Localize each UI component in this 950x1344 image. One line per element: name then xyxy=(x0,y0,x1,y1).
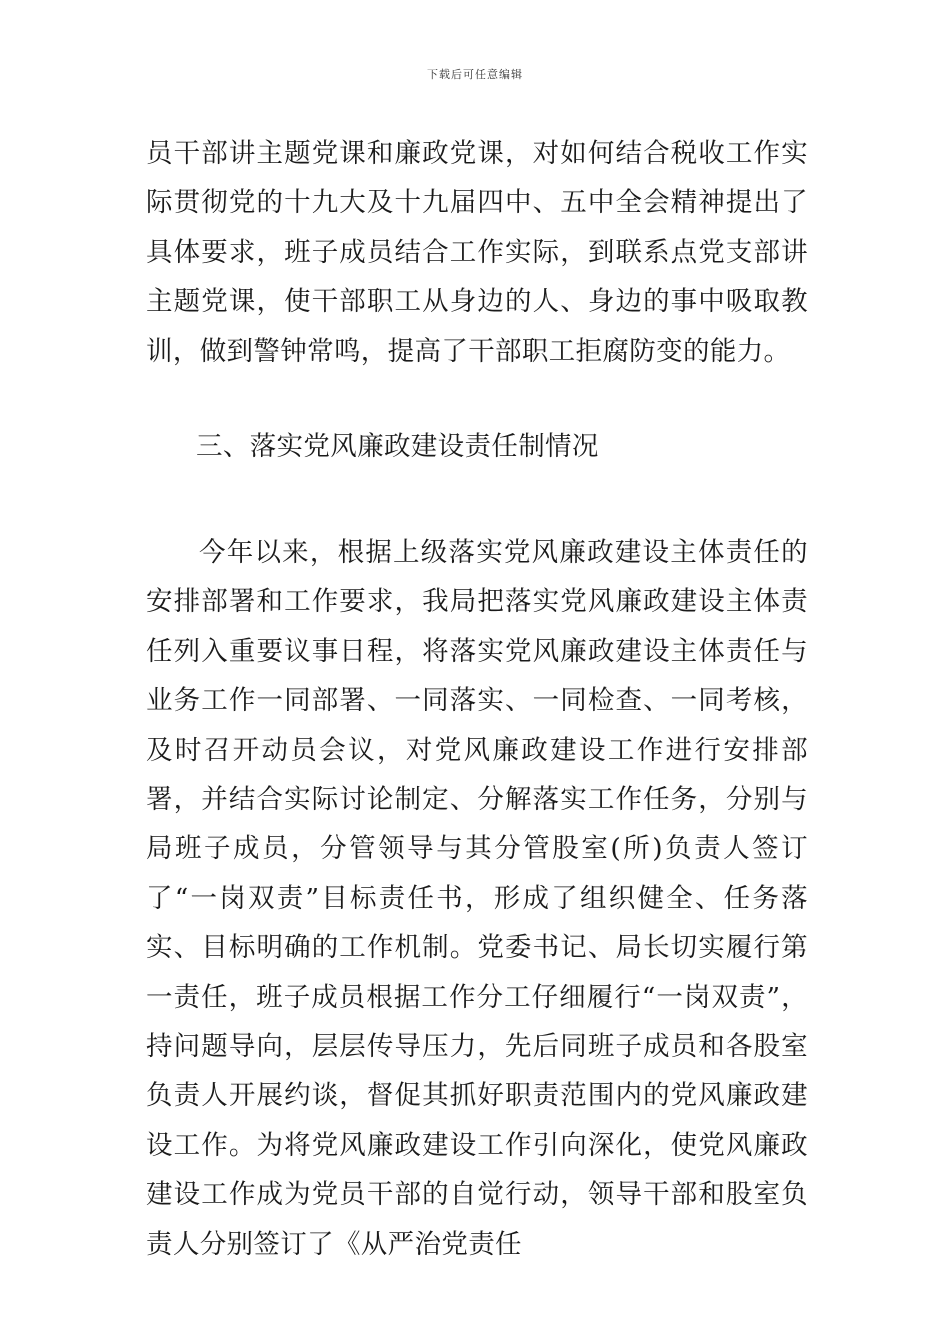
section-heading: 三、落实党风廉政建设责任制情况 xyxy=(196,431,599,462)
paragraph-continued: 员干部讲主题党课和廉政党课，对如何结合税收工作实际贯彻党的十九大及十九届四中、五中全会精神提出了具体要求，班子成员结合工作实际，到联系点党支部讲主题党课，使干部职工从身边的人、身边的事中吸取教训，做到警钟常鸣，提高了干部职工拒腐防变的能力。 xyxy=(146,138,808,367)
page-header-note: 下载后可任意编辑 xyxy=(427,68,523,81)
paragraph-main: 今年以来，根据上级落实党风廉政建设主体责任的安排部署和工作要求，我局把落实党风廉政建设主体责任列入重要议事日程，将落实党风廉政建设主体责任与业务工作一同部署、一同落实、一同检查、一同考核，及时召开动员会议，对党风廉政建设工作进行安排部署，并结合实际讨论制定、分解落实工作任务，分别与局班子成员，分管领导与其分管股室(所)负责人签订了“一岗双责”目标责任书，形成了组织健全、任务落实、目标明确的工作机制。党委书记、局长切实履行第一责任，班子成员根据工作分工仔细履行“一岗双责”，持问题导向，层层传导压力，先后同班子成员和各股室负责人开展约谈，督促其抓好职责范围内的党风廉政建设工作。为将党风廉政建设工作引向深化，使党风廉政建设工作成为党员干部的自觉行动，领导干部和股室负责人分别签订了《从严治党责任 xyxy=(146,537,808,1260)
